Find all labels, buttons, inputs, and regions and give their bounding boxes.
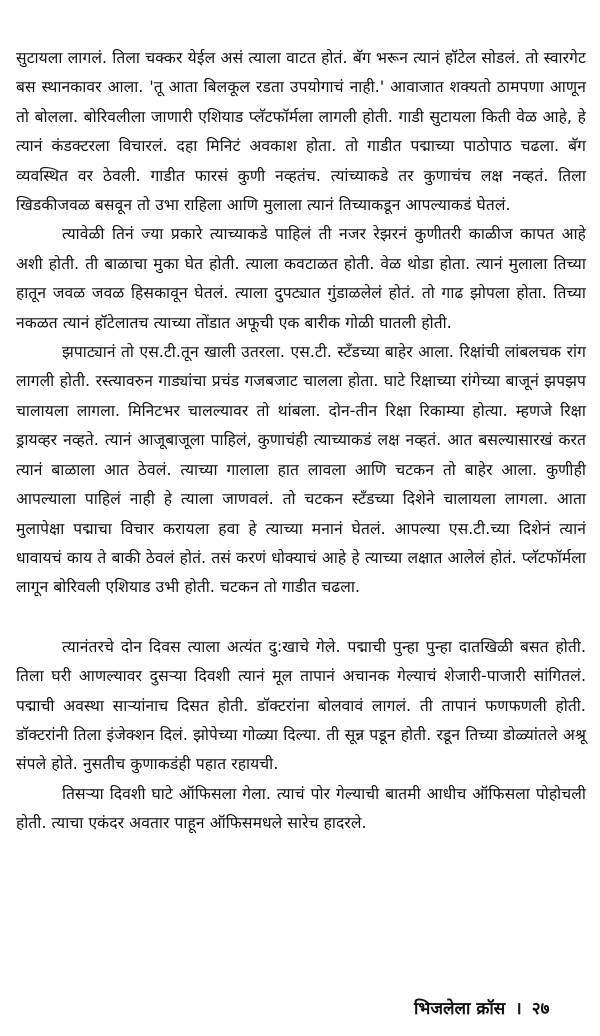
paragraph-5: तिसऱ्या दिवशी घाटे ऑफिसला गेला. त्याचं पोर गेल्याची बातमी आधीच ऑफिसला पोहोचली होती. त्याचा एकंदर अवतार पाहून ऑफिसमधले सारेच हादरले. (16, 784, 586, 833)
book-title: भिजलेला क्रॉस (414, 999, 506, 1019)
body-text (16, 44, 586, 839)
section-break (16, 603, 586, 633)
paragraph-4: त्यानंतरचे दोन दिवस त्याला अत्यंत दु:खाचे गेले. पद्माची पुन्हा पुन्हा दातखिळी बसत होती. तिला घरी आणल्यावर दुसऱ्या दिवशी त्यानं मूल तापानं अचानक गेल्याचं शेजारी-पाजारी सांगितलं. पद्माची अवस्था साऱ्यांनाच दिसत होती. डॉक्टरांना बोलवावं लागलं. ती तापानं फणफणली होती. डॉक्टरांनी तिला इंजेक्शन दिलं. झोपेच्या गोळ्या दिल्या. ती सून्न पडून होती. रडून तिच्या डोळ्यांतले अश्रू संपले होते. नुसतीच कुणाकडंही पहात रहायची. (16, 637, 586, 774)
paragraph-2: त्यावेळी तिनं ज्या प्रकारे त्याच्याकडे पाहिलं ती नजर रेझरनं कुणीतरी काळीज कापत आहे अशी होती. ती बाळाचा मुका घेत होती. त्याला कवटाळत होती. वेळ थोडा होता. त्यानं मुलाला तिच्या हातून जवळ जवळ हिसकावून घेतलं. त्याला दुपट्यात गुंडाळलेलं होतं. तो गाढ झोपला होता. तिच्या नकळत त्यानं हॉटेलातच त्याच्या तोंडात अफूची एक बारीक गोळी घातली होती. (16, 225, 586, 332)
footer-separator: । (515, 999, 522, 1019)
paragraph-3: झपाट्यानं तो एस.टी.तून खाली उतरला. एस.टी. स्टँडच्या बाहेर आला. रिक्षांची लांबलचक रांग लागली होती. रस्त्यावरुन गाड्यांचा प्रचंड गजबजाट चालला होता. घाटे रिक्षाच्या रांगेच्या बाजूनं झपझप चालायला लागला. मिनिटभर चालल्यावर तो थांबला. दोन-तीन रिक्षा रिकाम्या होत्या. म्हणजे रिक्षा ड्रायव्हर नव्हते. त्यानं आजूबाजूला पाहिलं, कुणाचंही त्याच्याकडं लक्ष नव्हतं. आत बसल्यासारखं करत त्यानं बाळाला आत ठेवलं. त्याच्या गालाला हात लावला आणि चटकन तो बाहेर आला. कुणीही आपल्याला पाहिलं नाही हे त्याला जाणवलं. तो चटकन स्टँडच्या दिशेने चालायला लागला. आता मुलापेक्षा पद्माचा विचार करायला हवा हे त्याच्या मनानं घेतलं. आपल्या एस.टी.च्या दिशेनं त्यानं धावायचं काय ते बाकी ठेवलं होतं. तसं करणं धोक्याचं आहे हे त्याच्या लक्षात आलेलं होतं. प्लॅटफॉर्मला लागून बोरिवली एशियाड उभी होती. चटकन तो गाडीत चढला. (16, 343, 586, 597)
page-number: २७ (531, 999, 550, 1019)
page-footer (414, 996, 549, 1019)
paragraph-1: सुटायला लागलं. तिला चक्कर येईल असं त्याला वाटत होतं. बॅग भरून त्यानं हॉटेल सोडलं. तो स्वारगेट बस स्थानकावर आला. 'तू आता बिलकूल रडता उपयोगाचं नाही.' आवाजात शक्यतो ठामपणा आणून तो बोलला. बोरिवलीला जाणारी एशियाड प्लॅटफॉर्मला लागली होती. गाडी सुटायला किती वेळ आहे, हे त्यानं कंडक्टरला विचारलं. दहा मिनिटं अवकाश होता. तो गाडीत पद्माच्या पाठोपाठ चढला. बॅग व्यवस्थित वर ठेवली. गाडीत फारसं कुणी नव्हतंच. त्यांच्याकडे तर कुणाचंच लक्ष नव्हतं. तिला खिडकीजवळ बसवून तो उभा राहिला आणि मुलाला त्यानं तिच्याकडून आपल्याकडं घेतलं. (16, 49, 586, 215)
